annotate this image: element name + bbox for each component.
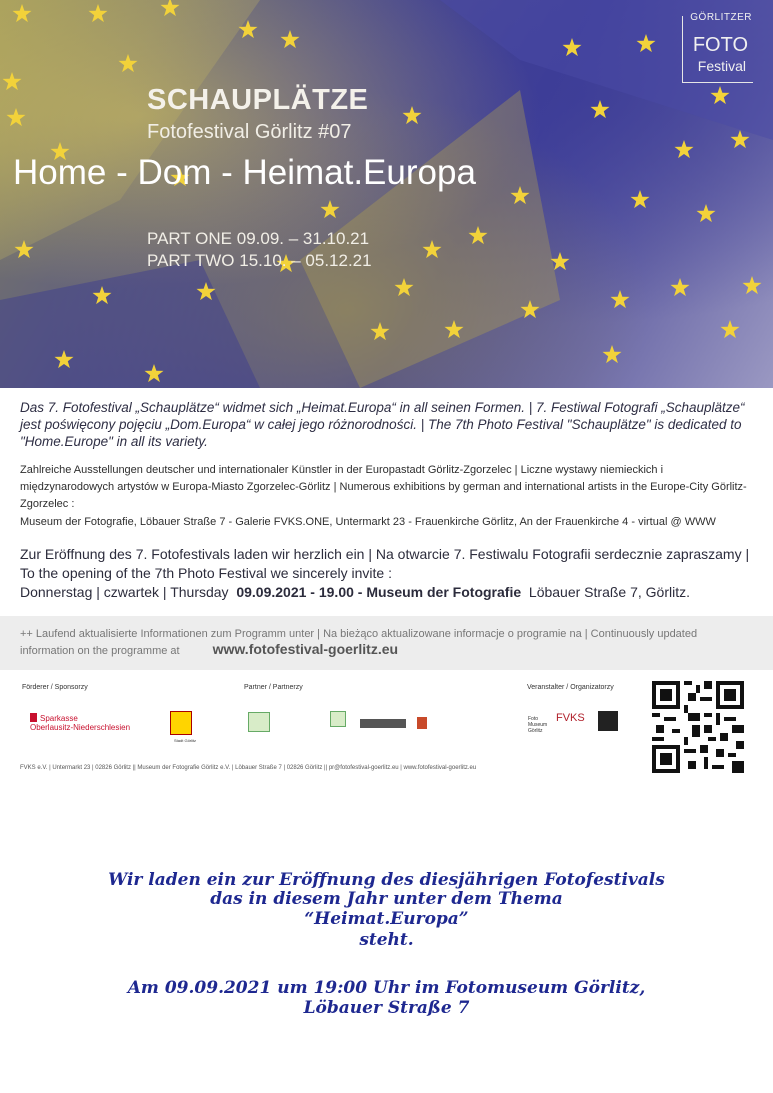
qr-code-icon[interactable]: [652, 681, 744, 773]
handwritten-line-4: steht.: [359, 930, 414, 950]
invite-address: Löbauer Straße 7, Görlitz.: [528, 584, 690, 600]
partner-green-logo-icon: [330, 711, 346, 727]
eu-stars-background: [0, 0, 773, 388]
festival-title: SCHAUPLÄTZE: [147, 84, 369, 116]
handwritten-line-1: Wir laden ein zur Eröffnung des diesjährigen Fotofestivals: [108, 870, 665, 890]
part-two-dates: PART TWO 15.10. – 05.12.21: [147, 251, 372, 270]
exhibitions-text: Zahlreiche Ausstellungen deutscher und internationaler Künstler in der Europastadt Görlitz-Zgorzelec | Liczne wystawy niemieckich i międzynarodowych artystów w Europa-Miasto Zgorzelec-Görlitz | Numerous exhibitions by german and international artists in the Europe-City Görlitz-Zgorzelec :: [20, 464, 747, 510]
organizers-label: Veranstalter / Organizatorzy: [527, 684, 614, 691]
fvks-logo: FVKS: [556, 712, 585, 724]
logo-line-1: GÖRLITZER: [690, 12, 752, 23]
footer-contact: FVKS e.V. | Untermarkt 23 | 02826 Görlitz || Museum der Fotografie Görlitz e.V. | Löbauer Straße 7 | 02826 Görlitz || pr@fotofestival-goerlitz.eu | www.fotofestival-goerlitz.eu: [20, 765, 477, 771]
handwritten-line-6: Löbauer Straße 7: [303, 998, 470, 1018]
handwritten-line-5: Am 09.09.2021 um 19:00 Uhr im Fotomuseum Görlitz,: [127, 978, 646, 998]
part-one-dates: PART ONE 09.09. – 31.10.21: [147, 229, 370, 248]
partner-dark-logo-icon: [360, 719, 406, 728]
foto-museum-logo: Foto Museum Görlitz: [528, 716, 548, 734]
festival-website-link[interactable]: www.fotofestival-goerlitz.eu: [212, 641, 399, 657]
stadt-goerlitz-label: Stadt Görlitz: [174, 738, 197, 743]
sparkasse-logo: [30, 713, 130, 732]
hero-banner: [0, 0, 773, 388]
handwritten-line-3: “Heimat.Europa”: [304, 909, 469, 929]
sponsors-label: Förderer / Sponsorzy: [22, 684, 88, 691]
updates-text-wrap: [20, 627, 750, 659]
handwritten-line-2: das in diesem Jahr unter dem Thema: [210, 889, 563, 909]
invite-datetime: 09.09.2021 - 19.00 - Museum der Fotografie: [236, 584, 522, 600]
logo-line-2: FOTO: [692, 34, 748, 56]
festival-logo: [680, 10, 756, 80]
logo-line-3: Festival: [697, 58, 746, 74]
invite-line-3: [20, 583, 750, 602]
venues-text: Museum der Fotografie, Löbauer Straße 7 - Galerie FVKS.ONE, Untermarkt 23 - Frauenkirche Görlitz, An der Frauenkirche 4 - virtual @ WWW: [20, 516, 716, 528]
sparkasse-s-icon: [30, 713, 37, 722]
goerlitz-crest-icon: [170, 711, 192, 735]
organizer-logo-icon: [598, 711, 618, 731]
festival-headline: Home - Dom - Heimat.Europa: [13, 153, 476, 192]
updates-bar: [0, 616, 773, 670]
exhibitions-block: [20, 462, 750, 531]
sparkasse-line-2: Oberlausitz-Niederschlesien: [30, 723, 131, 732]
updates-text: ++ Laufend aktualisierte Informationen zum Programm unter | Na bieżąco aktualizowane informacje o programie na | Continuously updated information on the programme at: [20, 628, 698, 657]
intro-paragraph: Das 7. Fotofestival „Schauplätze“ widmet sich „Heimat.Europa“ in all seinen Formen. | 7. Festiwal Fotografi „Schauplätze“ jest poświęcony pojęciu „Dom.Europa“ w całej jego różnorodności. | The 7th Photo Festival "Schauplätze" is dedicated to "Home.Europe" in all its variety.: [20, 400, 745, 449]
invitation-block: [20, 545, 750, 602]
festival-subtitle: Fotofestival Görlitz #07: [147, 121, 352, 143]
invite-line-1: Zur Eröffnung des 7. Fotofestivals laden wir herzlich ein | Na otwarcie 7. Festiwalu Fotografii serdecznie zapraszamy |: [20, 546, 750, 562]
invite-days: Donnerstag | czwartek | Thursday: [20, 584, 229, 600]
museum-partner-logo-icon: [417, 717, 427, 729]
landkreis-logo-icon: [248, 712, 270, 732]
partners-label: Partner / Partnerzy: [244, 684, 303, 691]
sparkasse-line-1: Sparkasse: [40, 714, 78, 723]
invite-line-2: To the opening of the 7th Photo Festival we sincerely invite :: [20, 565, 392, 581]
